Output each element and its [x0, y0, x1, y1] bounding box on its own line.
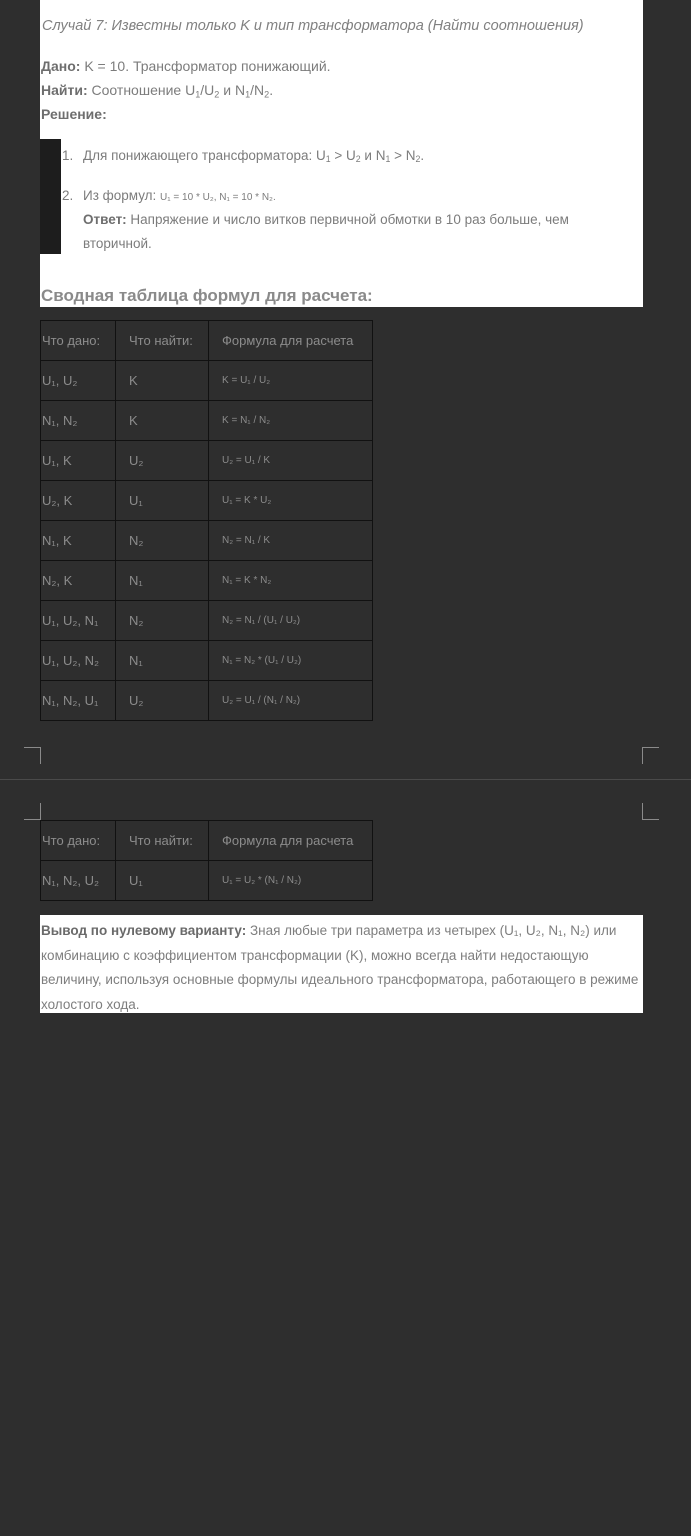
given-text: K = 10. Трансформатор понижающий.: [80, 58, 331, 74]
header-formula: Формула для расчета: [209, 821, 373, 861]
formula-table: [40, 320, 373, 721]
header-formula: Формула для расчета: [209, 321, 373, 361]
summary-title: Сводная таблица формул для расчета:: [41, 286, 373, 305]
solution-label-line: [41, 106, 107, 122]
given-label: Дано:: [41, 58, 81, 74]
answer-line-2: вторичной.: [83, 236, 152, 251]
page-corner-top-left: [24, 803, 41, 820]
conclusion-text: Зная любые три параметра из четырех (U₁, U₂, N₁, N₂) или комбинацию с коэффициентом трансформации (K), можно всегда найти недостающую величину, используя основные формулы идеального трансформатора, работающего в режиме холостого хода.: [41, 923, 639, 1012]
table-row: N₁, K N₂ N₂ = N₁ / K: [41, 521, 373, 561]
list-margin-bar: [40, 139, 61, 254]
table-row: U₁, U₂ K K = U₁ / U₂: [41, 361, 373, 401]
table-row: U₂, K U₁ U₁ = K * U₂: [41, 481, 373, 521]
table-row: N₂, K N₁ N₁ = K * N₂: [41, 561, 373, 601]
table-row: U₁, K U₂ U₂ = U₁ / K: [41, 441, 373, 481]
table-row: U₁, U₂, N₁ N₂ N₂ = N₁ / (U₁ / U₂): [41, 601, 373, 641]
find-label: Найти:: [41, 82, 88, 98]
step-2-number: 2.: [62, 188, 74, 203]
formula-table-continued: [40, 820, 373, 901]
page-corner-bottom-left: [24, 747, 41, 764]
page-corner-top-right: [642, 803, 659, 820]
page-break-divider: [0, 779, 691, 780]
step-2-formula: U₁ = 10 * U₂, N₁ = 10 * N₂.: [160, 192, 276, 203]
step-2-text: Из формул: U₁ = 10 * U₂, N₁ = 10 * N₂.: [83, 188, 276, 203]
answer-line-1: Ответ: Напряжение и число витков первичной обмотки в 10 раз больше, чем: [83, 212, 569, 227]
solution-label: Решение:: [41, 106, 107, 122]
header-find: Что найти:: [116, 321, 209, 361]
conclusion-label: Вывод по нулевому варианту:: [41, 923, 247, 938]
answer-label: Ответ:: [83, 212, 127, 227]
table-row: N₁, N₂, U₁ U₂ U₂ = U₁ / (N₁ / N₂): [41, 681, 373, 721]
header-given: Что дано:: [41, 821, 116, 861]
page-corner-bottom-right: [642, 747, 659, 764]
conclusion-paragraph: [41, 919, 641, 1017]
header-find: Что найти:: [116, 821, 209, 861]
step-1-text: Для понижающего трансформатора: $U_1 > U_2$ и $N_1 > N_2$.: [83, 148, 425, 165]
header-given: Что дано:: [41, 321, 116, 361]
step-1-number: 1.: [62, 148, 74, 163]
case-title: Случай 7: Известны только K и тип трансформатора (Найти соотношения): [42, 18, 584, 34]
table-header-row: [41, 321, 373, 361]
table-row: N₁, N₂, U₂ U₁ U₁ = U₂ * (N₁ / N₂): [41, 861, 373, 901]
table-row: N₁, N₂ K K = N₁ / N₂: [41, 401, 373, 441]
find-line: Найти: Соотношение $U_1/U_2$ и $N_1/N_2$.: [41, 82, 274, 100]
table-row: U₁, U₂, N₂ N₁ N₁ = N₂ * (U₁ / U₂): [41, 641, 373, 681]
given-line: [41, 58, 331, 74]
table-header-row: [41, 821, 373, 861]
